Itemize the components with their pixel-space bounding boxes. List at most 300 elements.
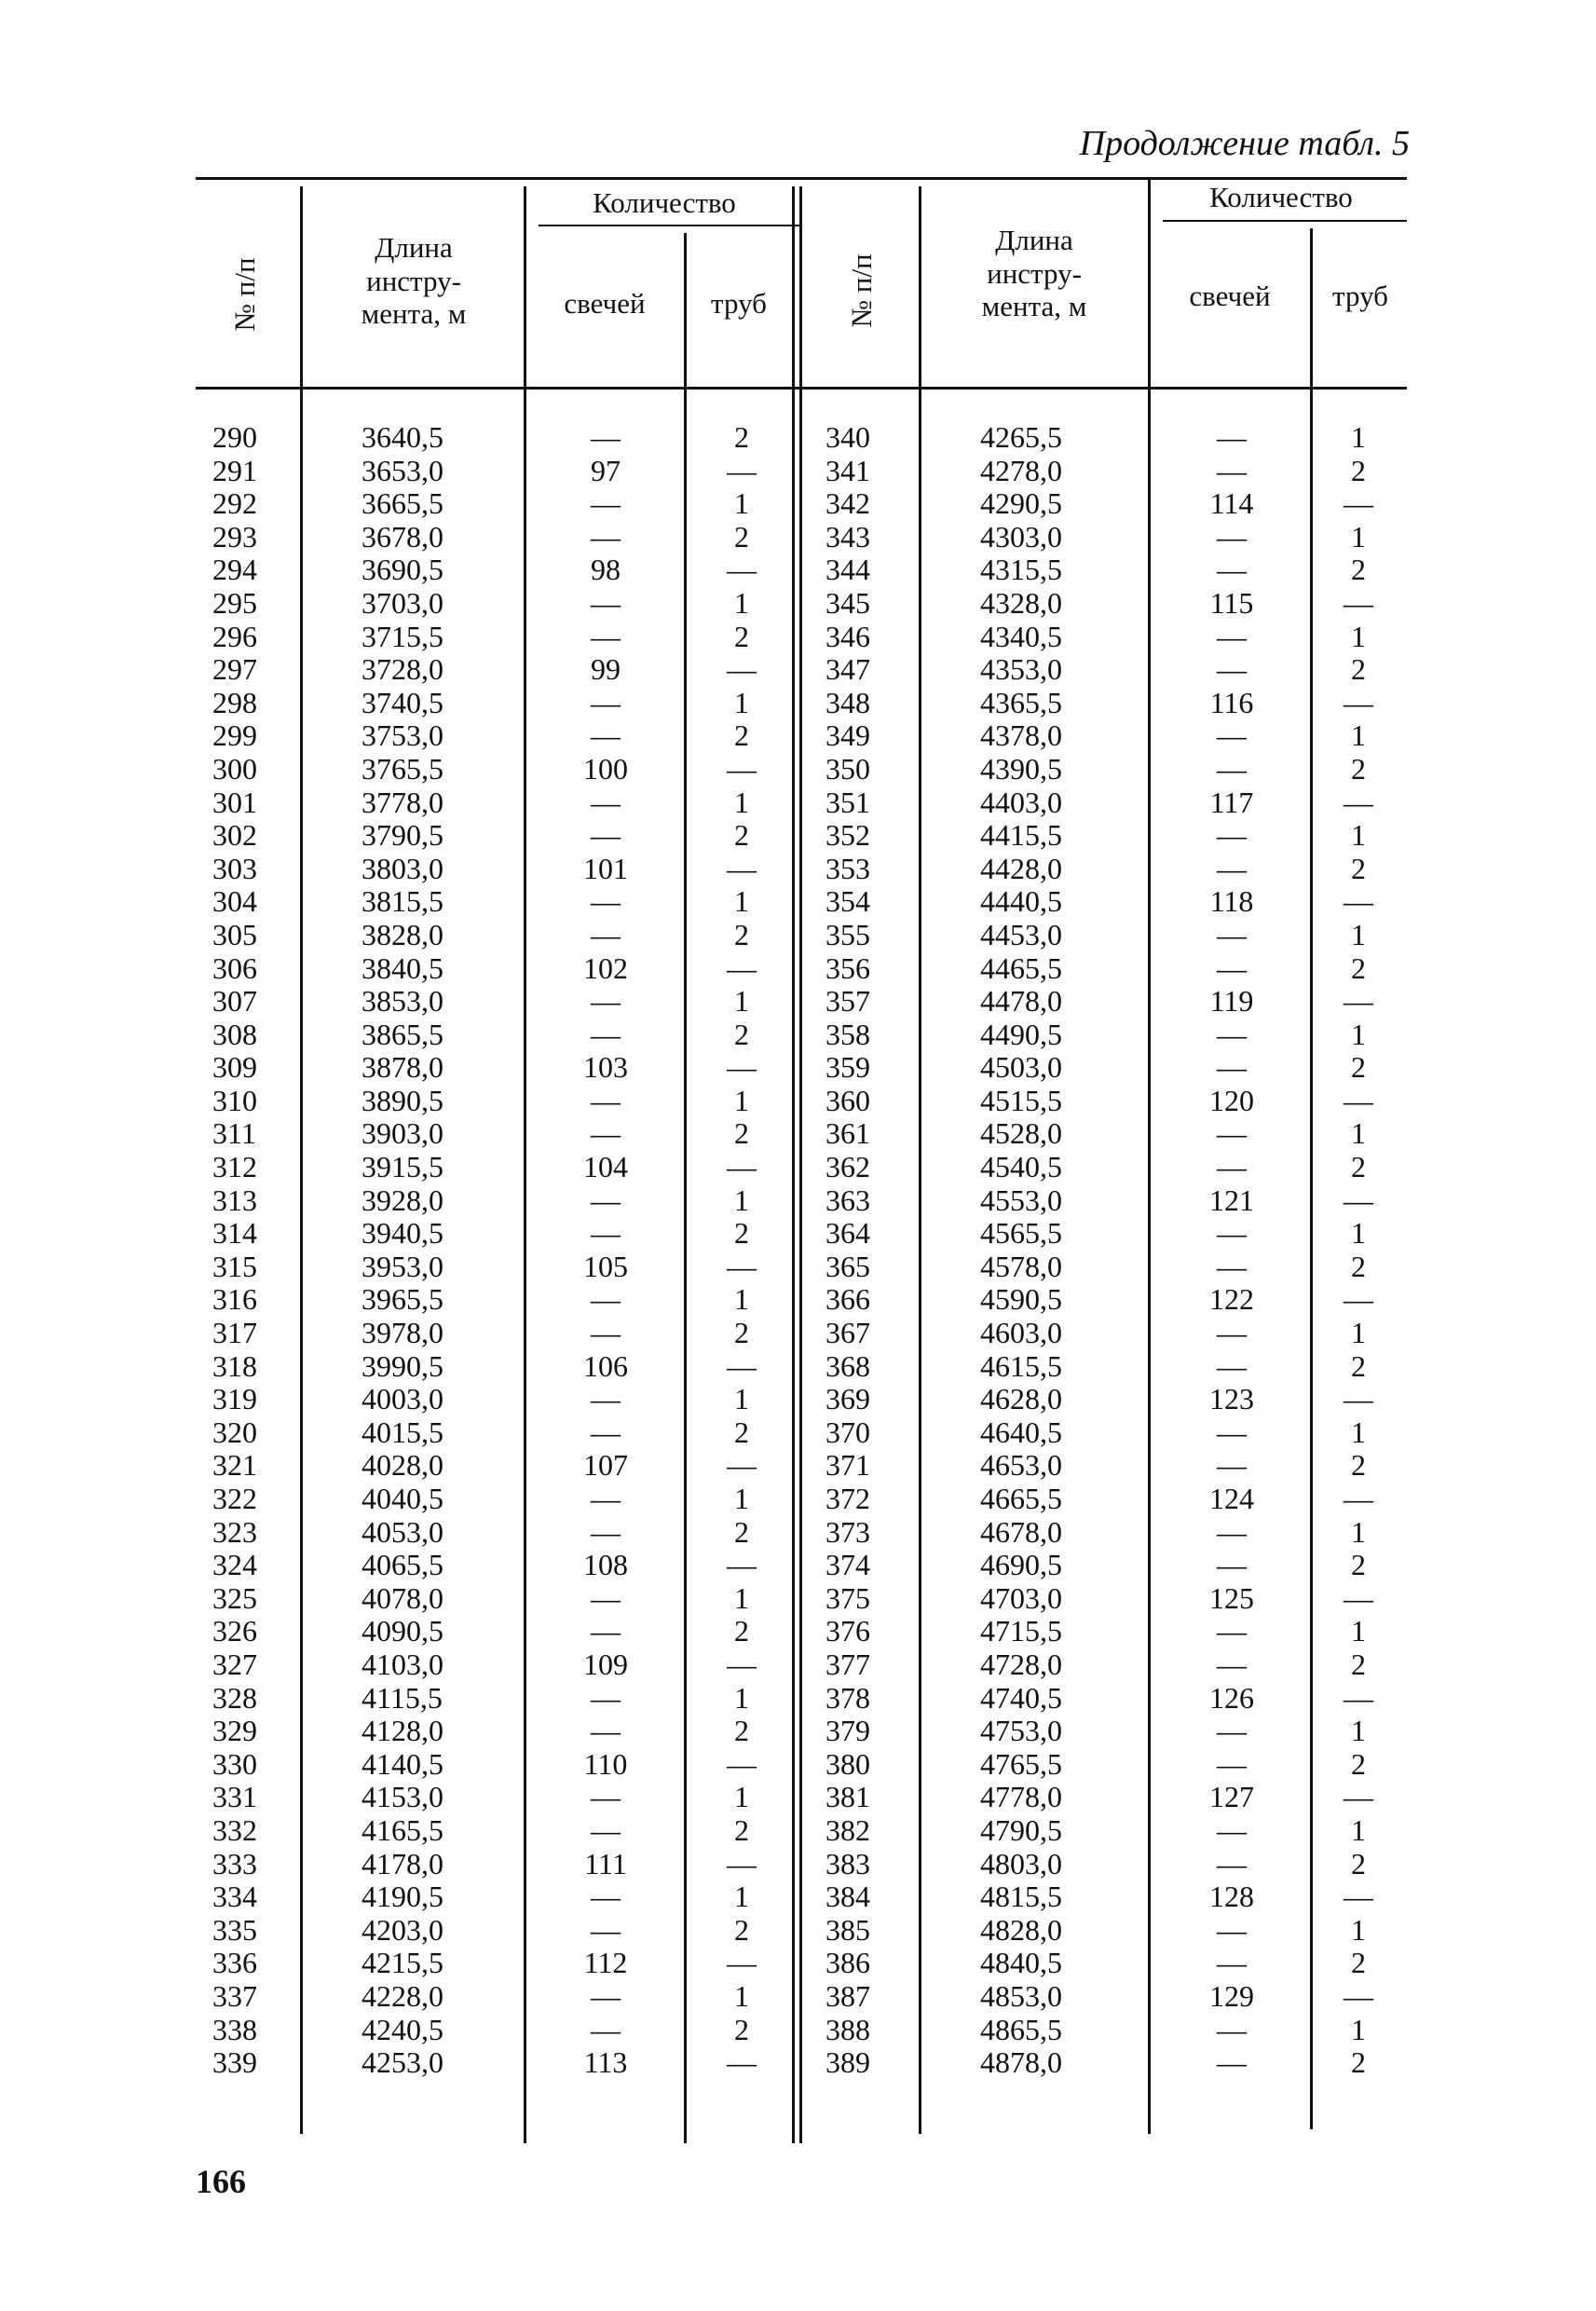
- table-cell: 4515,5: [980, 1083, 1062, 1117]
- table-cell: 1: [734, 1780, 749, 1814]
- table-cell: 126: [1209, 1680, 1254, 1715]
- table-cell: 3915,5: [361, 1150, 443, 1184]
- table-cell: —: [1217, 652, 1247, 687]
- table-cell: 358: [825, 1017, 870, 1051]
- table-cell: 4703,0: [980, 1580, 1062, 1615]
- table-cell: —: [1217, 1448, 1247, 1483]
- table-cell: 312: [212, 1150, 257, 1184]
- stands-header: свечей: [1189, 280, 1271, 312]
- table-cell: 4290,5: [980, 486, 1062, 521]
- table-cell: 2: [734, 1316, 749, 1350]
- table-cell: —: [1217, 1348, 1247, 1383]
- table-cell: —: [727, 1846, 757, 1880]
- table-cell: 113: [583, 2045, 628, 2080]
- table-cell: —: [591, 917, 621, 951]
- table-cell: 2: [734, 1812, 749, 1847]
- table-cell: 110: [583, 1746, 628, 1781]
- table-cell: 4740,5: [980, 1680, 1062, 1715]
- table-cell: 369: [825, 1382, 870, 1416]
- table-cell: 1: [1351, 1514, 1366, 1549]
- table-cell: 3740,5: [361, 685, 443, 719]
- col-rule-1: [300, 186, 303, 2134]
- table-cell: —: [727, 2045, 757, 2080]
- table-cell: 115: [1209, 585, 1254, 620]
- table-cell: —: [1217, 1216, 1247, 1251]
- table-cell: 109: [583, 1647, 628, 1681]
- table-cell: 2: [1351, 1647, 1366, 1681]
- table-cell: 4540,5: [980, 1150, 1062, 1184]
- table-cell: 4365,5: [980, 685, 1062, 719]
- table-cell: 3828,0: [361, 917, 443, 951]
- table-cell: 292: [212, 486, 257, 521]
- table-cell: —: [591, 884, 621, 919]
- col-rule-4b: [799, 186, 802, 2143]
- table-cell: 128: [1209, 1880, 1254, 1914]
- table-cell: 1: [1351, 420, 1366, 454]
- table-cell: 4790,5: [980, 1812, 1062, 1847]
- table-cell: 1: [1351, 1116, 1366, 1151]
- table-cell: —: [1217, 917, 1247, 951]
- table-cell: 1: [1351, 2012, 1366, 2046]
- table-cell: 3753,0: [361, 718, 443, 753]
- table-cell: 384: [825, 1880, 870, 1914]
- table-cell: 4003,0: [361, 1382, 443, 1416]
- table-cell: —: [1217, 1812, 1247, 1847]
- row-no-header: № п/п: [228, 257, 261, 332]
- quantity-header: Количество: [1209, 181, 1353, 213]
- table-cell: 4590,5: [980, 1282, 1062, 1317]
- table-cell: —: [591, 1183, 621, 1217]
- table-cell: 1: [734, 884, 749, 919]
- table-cell: 4028,0: [361, 1448, 443, 1483]
- table-cell: 4415,5: [980, 818, 1062, 853]
- table-cell: 2: [1351, 1249, 1366, 1283]
- table-cell: 122: [1209, 1282, 1254, 1317]
- table-cell: 366: [825, 1282, 870, 1317]
- table-cell: 2: [1351, 2045, 1366, 2080]
- table-cell: 291: [212, 453, 257, 487]
- table-cell: —: [1217, 950, 1247, 985]
- table-cell: —: [591, 1415, 621, 1449]
- table-cell: —: [591, 1880, 621, 1914]
- table-cell: —: [591, 1680, 621, 1715]
- table-cell: 368: [825, 1348, 870, 1383]
- table-cell: —: [1217, 1150, 1247, 1184]
- table-cell: —: [1217, 1316, 1247, 1350]
- table-cell: 342: [825, 486, 870, 521]
- col-rule-3: [684, 233, 687, 2143]
- table-cell: 97: [591, 453, 621, 487]
- length-header-line: Длина: [375, 231, 453, 264]
- table-cell: 3653,0: [361, 453, 443, 487]
- header-top-rule: [196, 177, 1407, 180]
- table-cell: —: [591, 785, 621, 819]
- table-cell: —: [591, 519, 621, 554]
- table-cell: 3790,5: [361, 818, 443, 853]
- table-cell: 329: [212, 1714, 257, 1748]
- table-cell: —: [727, 652, 757, 687]
- table-cell: —: [1217, 1746, 1247, 1781]
- table-cell: 370: [825, 1415, 870, 1449]
- table-cell: 330: [212, 1746, 257, 1781]
- table-cell: 1: [734, 585, 749, 620]
- table-cell: 299: [212, 718, 257, 753]
- table-cell: 388: [825, 2012, 870, 2046]
- table-cell: —: [1217, 453, 1247, 487]
- table-cell: 3665,5: [361, 486, 443, 521]
- table-cell: 4103,0: [361, 1647, 443, 1681]
- table-cell: 314: [212, 1216, 257, 1251]
- table-cell: 338: [212, 2012, 257, 2046]
- table-cell: 4228,0: [361, 1978, 443, 2013]
- pipes-header: труб: [711, 287, 767, 320]
- table-cell: 355: [825, 917, 870, 951]
- table-cell: 4615,5: [980, 1348, 1062, 1383]
- drill-string-table: [196, 177, 1407, 2143]
- table-cell: —: [1344, 1680, 1373, 1715]
- table-cell: 324: [212, 1548, 257, 1582]
- table-cell: 1: [1351, 1812, 1366, 1847]
- table-cell: —: [727, 1249, 757, 1283]
- table-cell: —: [1344, 1482, 1373, 1515]
- length-header-line: Длина: [995, 224, 1073, 256]
- table-cell: —: [1217, 1548, 1247, 1582]
- table-cell: —: [1217, 619, 1247, 653]
- table-cell: 3678,0: [361, 519, 443, 554]
- table-cell: 111: [584, 1846, 627, 1880]
- table-cell: —: [1217, 1514, 1247, 1549]
- table-cell: —: [727, 1050, 757, 1085]
- table-cell: 104: [583, 1150, 628, 1184]
- table-cell: 4840,5: [980, 1946, 1062, 1980]
- table-cell: 334: [212, 1880, 257, 1914]
- table-cell: —: [727, 1150, 757, 1184]
- table-cell: 4815,5: [980, 1880, 1062, 1914]
- table-cell: —: [1217, 420, 1247, 454]
- table-cell: 3928,0: [361, 1183, 443, 1217]
- table-cell: —: [727, 1548, 757, 1582]
- table-cell: 1: [734, 1880, 749, 1914]
- left-lengths: [361, 421, 520, 2080]
- table-cell: 316: [212, 1282, 257, 1317]
- table-cell: 4778,0: [980, 1780, 1062, 1814]
- table-cell: 367: [825, 1316, 870, 1350]
- table-cell: 3865,5: [361, 1017, 443, 1051]
- quantity-header: Количество: [593, 186, 736, 219]
- table-cell: 112: [583, 1946, 628, 1980]
- table-cell: —: [1217, 851, 1247, 885]
- table-cell: 4165,5: [361, 1812, 443, 1847]
- table-cell: 118: [1209, 884, 1254, 919]
- table-cell: 3978,0: [361, 1316, 443, 1350]
- table-cell: 1: [734, 1482, 749, 1515]
- table-cell: —: [727, 851, 757, 885]
- table-cell: 119: [1209, 984, 1254, 1019]
- table-cell: 3840,5: [361, 950, 443, 985]
- table-cell: 3778,0: [361, 785, 443, 819]
- table-cell: 294: [212, 553, 257, 587]
- table-cell: —: [727, 1647, 757, 1681]
- table-cell: 4065,5: [361, 1548, 443, 1582]
- table-cell: 4640,5: [980, 1415, 1062, 1449]
- table-cell: 2: [734, 420, 749, 454]
- table-cell: 315: [212, 1249, 257, 1283]
- table-cell: 376: [825, 1614, 870, 1648]
- table-cell: 2: [734, 519, 749, 554]
- table-cell: 4240,5: [361, 2012, 443, 2046]
- table-cell: 4053,0: [361, 1514, 443, 1549]
- table-cell: —: [1344, 984, 1373, 1019]
- table-cell: 333: [212, 1846, 257, 1880]
- table-cell: 4015,5: [361, 1415, 443, 1449]
- table-cell: 4528,0: [980, 1116, 1062, 1151]
- table-cell: —: [591, 1116, 621, 1151]
- table-cell: —: [1217, 519, 1247, 554]
- table-cell: 121: [1209, 1183, 1254, 1217]
- table-cell: 2: [1351, 453, 1366, 487]
- table-cell: 1: [1351, 619, 1366, 653]
- table-cell: 4465,5: [980, 950, 1062, 985]
- table-cell: 2: [734, 718, 749, 753]
- table-cell: 2: [1351, 1348, 1366, 1383]
- table-cell: 4203,0: [361, 1912, 443, 1947]
- table-cell: 2: [1351, 1548, 1366, 1582]
- table-cell: —: [1217, 1614, 1247, 1648]
- table-cell: —: [1217, 1415, 1247, 1449]
- table-cell: —: [591, 1514, 621, 1549]
- length-header-line: мента, м: [361, 297, 467, 331]
- table-cell: 295: [212, 585, 257, 620]
- table-cell: 348: [825, 685, 870, 719]
- table-cell: 2: [1351, 1150, 1366, 1184]
- table-cell: 3803,0: [361, 851, 443, 885]
- table-cell: —: [591, 2012, 621, 2046]
- table-cell: 2: [1351, 652, 1366, 687]
- col-rule-7: [1310, 228, 1313, 2129]
- table-cell: 341: [825, 453, 870, 487]
- table-cell: —: [591, 1017, 621, 1051]
- table-cell: —: [1217, 1017, 1247, 1051]
- table-cell: 3990,5: [361, 1348, 443, 1383]
- table-cell: 2: [1351, 553, 1366, 587]
- length-header: [922, 224, 1146, 323]
- table-cell: —: [591, 420, 621, 454]
- table-cell: —: [727, 751, 757, 786]
- table-cell: 4653,0: [980, 1448, 1062, 1483]
- table-cell: 4878,0: [980, 2045, 1062, 2080]
- table-cell: 2: [734, 917, 749, 951]
- table-cell: —: [591, 718, 621, 753]
- table-cell: 4478,0: [980, 984, 1062, 1019]
- table-cell: 1: [1351, 519, 1366, 554]
- table-cell: 3765,5: [361, 751, 443, 786]
- table-cell: 379: [825, 1714, 870, 1748]
- table-cell: 3853,0: [361, 984, 443, 1019]
- table-cell: 2: [734, 1017, 749, 1051]
- table-cell: 319: [212, 1382, 257, 1416]
- table-cell: —: [1217, 553, 1247, 587]
- table-caption: Продолжение табл. 5: [1079, 124, 1410, 163]
- table-cell: 127: [1209, 1780, 1254, 1814]
- table-cell: 353: [825, 851, 870, 885]
- table-cell: 1: [734, 1680, 749, 1715]
- table-cell: 1: [734, 1083, 749, 1117]
- right-pipes: [1321, 421, 1396, 2080]
- table-cell: —: [1344, 1183, 1373, 1217]
- table-cell: 3903,0: [361, 1116, 443, 1151]
- table-cell: 108: [583, 1548, 628, 1582]
- table-cell: 4078,0: [361, 1580, 443, 1615]
- table-cell: 4215,5: [361, 1946, 443, 1980]
- table-cell: 3728,0: [361, 652, 443, 687]
- table-cell: 1: [1351, 1912, 1366, 1947]
- table-cell: 305: [212, 917, 257, 951]
- table-cell: 322: [212, 1482, 257, 1515]
- table-cell: 4153,0: [361, 1780, 443, 1814]
- table-cell: 2: [734, 1912, 749, 1947]
- table-cell: 346: [825, 619, 870, 653]
- table-cell: 4828,0: [980, 1912, 1062, 1947]
- left-stands: [559, 421, 652, 2080]
- table-cell: 3690,5: [361, 553, 443, 587]
- table-cell: 1: [734, 785, 749, 819]
- table-cell: 4328,0: [980, 585, 1062, 620]
- table-cell: —: [1217, 718, 1247, 753]
- table-cell: 4765,5: [980, 1746, 1062, 1781]
- table-cell: 331: [212, 1780, 257, 1814]
- table-cell: 375: [825, 1580, 870, 1615]
- col-rule-6: [1148, 177, 1151, 2134]
- table-cell: 117: [1209, 785, 1254, 819]
- table-cell: —: [1344, 1780, 1373, 1814]
- table-cell: —: [591, 1978, 621, 2013]
- table-cell: 4378,0: [980, 718, 1062, 753]
- table-cell: 4178,0: [361, 1846, 443, 1880]
- table-cell: —: [1344, 1382, 1373, 1416]
- table-cell: 377: [825, 1647, 870, 1681]
- table-cell: 3715,5: [361, 619, 443, 653]
- table-cell: 4603,0: [980, 1316, 1062, 1350]
- table-cell: —: [1217, 1846, 1247, 1880]
- table-cell: —: [591, 1580, 621, 1615]
- table-cell: 4728,0: [980, 1647, 1062, 1681]
- table-cell: 124: [1209, 1482, 1254, 1515]
- table-cell: 4040,5: [361, 1482, 443, 1515]
- table-cell: —: [727, 553, 757, 587]
- table-cell: 345: [825, 585, 870, 620]
- table-cell: 4340,5: [980, 619, 1062, 653]
- table-cell: —: [727, 1946, 757, 1980]
- table-cell: 1: [1351, 1017, 1366, 1051]
- table-cell: 374: [825, 1548, 870, 1582]
- table-cell: 1: [1351, 1614, 1366, 1648]
- table-cell: —: [1217, 1714, 1247, 1748]
- table-cell: 306: [212, 950, 257, 985]
- table-cell: 4428,0: [980, 851, 1062, 885]
- table-cell: —: [591, 1614, 621, 1648]
- table-cell: 4578,0: [980, 1249, 1062, 1283]
- table-cell: 4278,0: [980, 453, 1062, 487]
- table-cell: 2: [1351, 851, 1366, 885]
- table-cell: 359: [825, 1050, 870, 1085]
- table-cell: —: [1344, 884, 1373, 919]
- table-cell: 1: [1351, 1415, 1366, 1449]
- table-cell: —: [1344, 1083, 1373, 1117]
- table-cell: 4353,0: [980, 652, 1062, 687]
- table-cell: 114: [1209, 486, 1254, 521]
- col-rule-2: [524, 186, 526, 2143]
- table-cell: 350: [825, 751, 870, 786]
- table-cell: 298: [212, 685, 257, 719]
- table-cell: 4090,5: [361, 1614, 443, 1648]
- table-cell: 339: [212, 2045, 257, 2080]
- table-cell: 4665,5: [980, 1482, 1062, 1515]
- table-cell: —: [1344, 1978, 1373, 2013]
- table-cell: 380: [825, 1746, 870, 1781]
- table-cell: 356: [825, 950, 870, 985]
- table-cell: 107: [583, 1448, 628, 1483]
- table-cell: 326: [212, 1614, 257, 1648]
- table-cell: 1: [734, 984, 749, 1019]
- table-cell: 103: [583, 1050, 628, 1085]
- table-cell: 2: [734, 2012, 749, 2046]
- table-cell: 2: [1351, 1846, 1366, 1880]
- table-cell: 383: [825, 1846, 870, 1880]
- table-cell: 2: [1351, 950, 1366, 985]
- table-cell: 4315,5: [980, 553, 1062, 587]
- table-cell: —: [1217, 1116, 1247, 1151]
- table-cell: 4303,0: [980, 519, 1062, 554]
- table-cell: —: [1217, 2012, 1247, 2046]
- table-cell: —: [591, 1714, 621, 1748]
- table-cell: 123: [1209, 1382, 1254, 1416]
- table-cell: —: [591, 1812, 621, 1847]
- table-cell: 4190,5: [361, 1880, 443, 1914]
- table-cell: 344: [825, 553, 870, 587]
- pipes-header: труб: [1332, 280, 1388, 312]
- table-cell: —: [1217, 2045, 1247, 2080]
- table-cell: 4403,0: [980, 785, 1062, 819]
- table-cell: 320: [212, 1415, 257, 1449]
- table-cell: —: [591, 818, 621, 853]
- table-cell: 354: [825, 884, 870, 919]
- table-cell: —: [591, 1382, 621, 1416]
- table-cell: 2: [734, 1514, 749, 1549]
- table-cell: —: [727, 453, 757, 487]
- table-cell: 357: [825, 984, 870, 1019]
- table-cell: 4628,0: [980, 1382, 1062, 1416]
- table-cell: —: [1217, 1647, 1247, 1681]
- table-cell: —: [1217, 751, 1247, 786]
- table-cell: 1: [734, 1382, 749, 1416]
- table-cell: 311: [212, 1116, 256, 1151]
- table-cell: 4853,0: [980, 1978, 1062, 2013]
- table-cell: 323: [212, 1514, 257, 1549]
- table-cell: —: [1217, 1249, 1247, 1283]
- table-cell: 3890,5: [361, 1083, 443, 1117]
- table-cell: 2: [734, 1415, 749, 1449]
- table-cell: —: [1217, 1912, 1247, 1947]
- table-cell: 4490,5: [980, 1017, 1062, 1051]
- table-cell: 3878,0: [361, 1050, 443, 1085]
- table-cell: 1: [1351, 1216, 1366, 1251]
- table-cell: 99: [591, 652, 621, 687]
- table-cell: 336: [212, 1946, 257, 1980]
- table-cell: —: [591, 984, 621, 1019]
- table-cell: 363: [825, 1183, 870, 1217]
- table-cell: 371: [825, 1448, 870, 1483]
- table-cell: 297: [212, 652, 257, 687]
